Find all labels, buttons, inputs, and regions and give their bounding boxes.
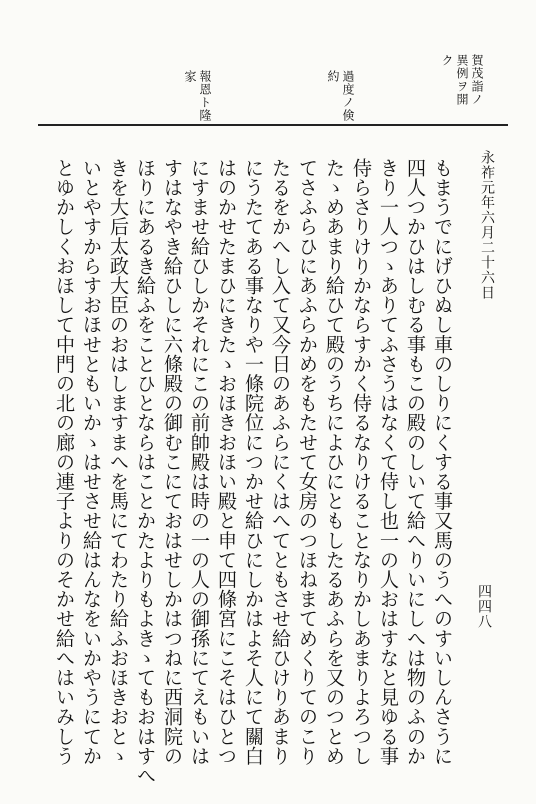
text-line: いとやすからすおほせともいかゝはせさせ給はんなをいかやうにてか: [80, 158, 103, 766]
text-line: すはなやき給ひしに六條殿の御むこにておはせしかはつねに西洞院の: [161, 158, 184, 766]
header-rule: [38, 124, 508, 126]
text-line: にすませ給ひしかそれにこの前帥殿は時の一の人の御孫にてえもいは: [188, 158, 211, 766]
text-line: はのかせたまひにきたゝおほきおほい殿と申て四條宮にこそはひとつ: [215, 158, 238, 766]
text-line: とゆかしくおほして中門の北の廊の連子よりのそかせ給へはいみしう: [53, 158, 76, 766]
text-line: にうたてある事なりや一條院位につかせ給ひにしかはよそ人にて關白: [242, 158, 265, 766]
text-line: 四人つかひはしむる事もこの殿のしいて給へりいにしへは物のふのか: [404, 158, 427, 766]
head-note-line: 賀茂詣ノ: [470, 54, 484, 106]
text-line: たるをかへし入て又今日のあふらにくはへてともさせ給ひけりあまり: [269, 158, 292, 766]
head-note-line: 報恩ト隆: [198, 70, 212, 122]
head-note-line: 約: [326, 70, 340, 83]
head-note-line: 家: [183, 70, 197, 83]
text-line: きを大后太政大臣のおはしますまへを馬にてわたり給ふおほきおとゝ: [107, 158, 130, 766]
text-line: もまうでにげひぬし車のしりにくする事又馬のうへのすいしんさうに: [431, 158, 454, 766]
page-number: 四四八: [476, 584, 492, 629]
text-line: 侍らさりけりかならすかく侍るなりけることなりかしあまりよろつし: [350, 158, 373, 766]
text-line: たゝめあまり給ひて殿のうちによひにともしたるあふらを又のつとめ: [323, 158, 346, 766]
date-heading: 永祚元年六月二十六日: [479, 150, 495, 300]
text-line: きり一人つゝありてふさうはなくて侍し也一の人おはすなと見ゆる事: [377, 158, 400, 766]
text-line: てさふらひにあふらかめをもたせて女房のつほねまてめくりてのこり: [296, 158, 319, 766]
head-note-line: 異例ヲ開: [455, 54, 469, 106]
head-note-line: 過度ノ倹: [341, 70, 355, 122]
head-note-line: ク: [440, 54, 454, 67]
text-line: ほりにあるき給ふをことひとならはことかたよりもよきゝてもおはすへ: [134, 158, 157, 786]
